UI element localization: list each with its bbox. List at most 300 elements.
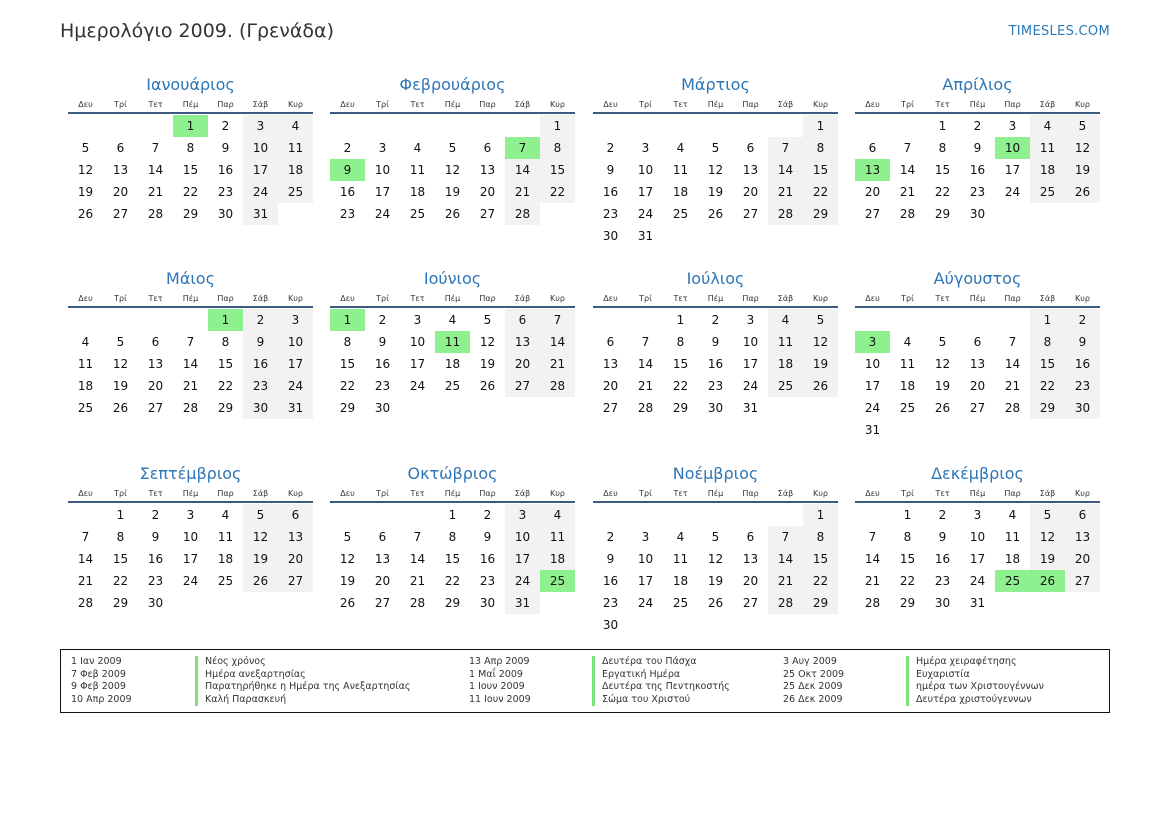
weekday-label: Τρί [901, 100, 914, 109]
weekday-label: Σάβ [514, 100, 531, 109]
legend-entry [783, 656, 1017, 669]
weekday-label: Κυρ [1075, 489, 1090, 498]
weekday-label: Τρί [114, 100, 127, 109]
legend-entry [71, 668, 306, 682]
empty-cell [593, 115, 628, 137]
holiday-day-cell: 7 [505, 137, 540, 159]
day-cell: 14 [505, 159, 540, 181]
day-cell: 26 [1065, 181, 1100, 203]
weekday-label: Πέμ [182, 294, 199, 303]
weekday-label: Τετ [410, 489, 425, 498]
day-cell: 3 [186, 508, 195, 522]
day-cell: 25 [1030, 181, 1065, 203]
legend-entry [469, 668, 681, 682]
holiday-day-cell: 13 [855, 159, 890, 181]
month-name: Νοέμβριος [672, 464, 759, 483]
weekday-label: Πέμ [969, 294, 986, 303]
day-cell: 24 [637, 207, 654, 221]
weekday-header [330, 294, 575, 308]
empty-cell [365, 115, 400, 137]
empty-cell [890, 115, 925, 137]
day-cell: 28 [182, 401, 199, 415]
day-cell: 27 [278, 570, 313, 592]
day-grid [593, 115, 838, 247]
weekday-label: Κυρ [288, 294, 303, 303]
day-cell: 20 [742, 185, 759, 199]
day-cell: 25 [77, 401, 94, 415]
day-cell: 2 [606, 141, 615, 155]
day-cell: 15 [540, 159, 575, 181]
empty-cell [330, 115, 365, 137]
day-cell: 29 [444, 596, 461, 610]
weekday-header [855, 489, 1100, 503]
day-cell: 18 [1030, 159, 1065, 181]
holiday-day-cell: 25 [540, 570, 575, 592]
weekday-header [330, 100, 575, 114]
month-name: Ιανουάριος [146, 75, 235, 94]
day-cell: 24 [505, 570, 540, 592]
day-cell: 3 [378, 141, 387, 155]
day-cell: 28 [1004, 401, 1021, 415]
day-cell: 10 [278, 331, 313, 353]
month-name: Δεκέμβριος [931, 464, 1024, 483]
day-cell: 14 [864, 552, 881, 566]
weekday-label: Παρ [479, 489, 496, 498]
day-cell: 27 [969, 401, 986, 415]
weekday-label: Σάβ [1039, 100, 1056, 109]
empty-cell [663, 115, 698, 137]
legend-date: 13 Απρ 2009 [469, 656, 530, 667]
weekday-label: Δευ [340, 100, 355, 109]
weekday-header [68, 294, 313, 308]
holiday-day-cell: 26 [1030, 570, 1065, 592]
empty-cell [138, 115, 173, 137]
weekday-label: Τρί [114, 294, 127, 303]
weekday-header [330, 489, 575, 503]
day-cell: 4 [221, 508, 230, 522]
day-cell: 11 [899, 357, 916, 371]
day-grid [855, 504, 1100, 614]
day-cell: 5 [803, 309, 838, 331]
day-cell: 9 [221, 141, 230, 155]
day-cell: 12 [479, 335, 496, 349]
day-cell: 22 [182, 185, 199, 199]
day-cell: 10 [864, 357, 881, 371]
day-cell: 13 [278, 526, 313, 548]
day-cell: 28 [147, 207, 164, 221]
empty-cell [470, 115, 505, 137]
day-cell: 15 [339, 357, 356, 371]
day-cell: 15 [672, 357, 689, 371]
weekday-label: Δευ [603, 294, 618, 303]
day-cell: 28 [899, 207, 916, 221]
legend-holiday-name: Ημέρα χειραφέτησης [906, 656, 1017, 669]
legend-date: 26 Δεκ 2009 [783, 693, 843, 705]
day-cell: 2 [343, 141, 352, 155]
weekday-label: Κυρ [288, 489, 303, 498]
day-cell: 9 [243, 331, 278, 353]
day-cell: 30 [602, 229, 619, 243]
empty-cell [925, 309, 960, 331]
day-cell: 22 [803, 570, 838, 592]
empty-cell [365, 504, 400, 526]
day-cell: 8 [116, 530, 125, 544]
day-cell: 15 [934, 163, 951, 177]
day-cell: 19 [1065, 159, 1100, 181]
day-cell: 21 [540, 353, 575, 375]
day-cell: 6 [483, 141, 492, 155]
day-cell: 7 [186, 335, 195, 349]
day-cell: 25 [217, 574, 234, 588]
day-cell: 17 [505, 548, 540, 570]
month-10 [330, 464, 575, 614]
holiday-day-cell: 25 [995, 570, 1030, 592]
day-cell: 5 [711, 530, 720, 544]
weekday-label: Τρί [639, 294, 652, 303]
weekday-label: Τετ [673, 294, 688, 303]
weekday-label: Τετ [410, 294, 425, 303]
day-cell: 11 [217, 530, 234, 544]
day-cell: 9 [378, 335, 387, 349]
legend-holiday-name: Εργατική Ημέρα [592, 669, 680, 682]
day-cell: 24 [742, 379, 759, 393]
day-cell: 26 [803, 375, 838, 397]
day-cell: 31 [864, 423, 881, 437]
day-cell: 2 [938, 508, 947, 522]
weekday-label: Τρί [639, 489, 652, 498]
day-cell: 25 [768, 375, 803, 397]
legend-date: 9 Φεβ 2009 [71, 681, 126, 692]
month-name: Μάιος [166, 269, 215, 288]
day-cell: 4 [1008, 508, 1017, 522]
empty-cell [855, 504, 890, 526]
day-grid [855, 309, 1100, 441]
day-cell: 2 [1065, 309, 1100, 331]
weekday-label: Κυρ [550, 294, 565, 303]
day-cell: 20 [742, 574, 759, 588]
weekday-label: Σάβ [777, 294, 794, 303]
day-cell: 27 [602, 401, 619, 415]
day-cell: 10 [637, 552, 654, 566]
day-cell: 31 [278, 397, 313, 419]
day-cell: 21 [505, 181, 540, 203]
day-cell: 26 [444, 207, 461, 221]
empty-cell [663, 504, 698, 526]
weekday-label: Δευ [340, 489, 355, 498]
weekday-label: Παρ [742, 294, 759, 303]
weekday-label: Πέμ [444, 489, 461, 498]
day-cell: 8 [803, 526, 838, 548]
weekday-label: Πέμ [969, 100, 986, 109]
day-cell: 12 [77, 163, 94, 177]
site-link[interactable]: TIMESLES.COM [1008, 24, 1110, 39]
weekday-label: Παρ [1004, 294, 1021, 303]
legend-holiday-name: Νέος χρόνος [195, 656, 266, 669]
day-cell: 31 [742, 401, 759, 415]
day-cell: 23 [602, 207, 619, 221]
day-cell: 13 [742, 163, 759, 177]
holiday-day-cell: 1 [330, 309, 365, 331]
day-cell: 27 [742, 596, 759, 610]
day-cell: 10 [637, 163, 654, 177]
day-cell: 11 [1030, 137, 1065, 159]
day-cell: 16 [479, 552, 496, 566]
day-cell: 1 [448, 508, 457, 522]
weekday-label: Σάβ [777, 489, 794, 498]
day-cell: 22 [934, 185, 951, 199]
day-cell: 23 [147, 574, 164, 588]
day-cell: 13 [969, 357, 986, 371]
day-cell: 24 [969, 574, 986, 588]
day-cell: 20 [1065, 548, 1100, 570]
day-cell: 2 [151, 508, 160, 522]
day-cell: 17 [864, 379, 881, 393]
empty-cell [768, 115, 803, 137]
weekday-label: Δευ [603, 489, 618, 498]
month-1 [68, 75, 313, 225]
day-cell: 5 [343, 530, 352, 544]
weekday-label: Δευ [603, 100, 618, 109]
month-name: Ιούλιος [686, 269, 745, 288]
day-cell: 16 [602, 185, 619, 199]
day-cell: 14 [77, 552, 94, 566]
day-cell: 29 [899, 596, 916, 610]
day-cell: 11 [672, 552, 689, 566]
day-cell: 18 [278, 159, 313, 181]
day-cell: 5 [1030, 504, 1065, 526]
weekday-label: Πέμ [707, 294, 724, 303]
weekday-label: Κυρ [550, 489, 565, 498]
day-cell: 20 [147, 379, 164, 393]
empty-cell [855, 309, 890, 331]
day-cell: 29 [672, 401, 689, 415]
day-cell: 13 [112, 163, 129, 177]
day-cell: 16 [707, 357, 724, 371]
day-cell: 16 [339, 185, 356, 199]
empty-cell [68, 309, 103, 331]
day-cell: 12 [1065, 137, 1100, 159]
day-cell: 26 [243, 570, 278, 592]
day-cell: 31 [637, 229, 654, 243]
day-cell: 21 [768, 181, 803, 203]
day-cell: 20 [864, 185, 881, 199]
day-cell: 17 [278, 353, 313, 375]
day-cell: 14 [540, 331, 575, 353]
day-cell: 1 [540, 115, 575, 137]
weekday-label: Τρί [376, 100, 389, 109]
empty-cell [855, 115, 890, 137]
day-cell: 29 [803, 203, 838, 225]
legend-holiday-name: ημέρα των Χριστουγέννων [906, 681, 1044, 694]
day-cell: 21 [1004, 379, 1021, 393]
weekday-label: Τετ [148, 100, 163, 109]
empty-cell [68, 504, 103, 526]
day-cell: 15 [217, 357, 234, 371]
weekday-label: Τετ [935, 100, 950, 109]
empty-cell [330, 504, 365, 526]
day-cell: 9 [151, 530, 160, 544]
day-cell: 7 [540, 309, 575, 331]
weekday-label: Παρ [217, 100, 234, 109]
empty-cell [698, 504, 733, 526]
day-cell: 19 [243, 548, 278, 570]
day-cell: 14 [899, 163, 916, 177]
weekday-header [68, 100, 313, 114]
weekday-label: Πέμ [707, 489, 724, 498]
day-cell: 8 [676, 335, 685, 349]
weekday-label: Τρί [114, 489, 127, 498]
day-cell: 19 [444, 185, 461, 199]
weekday-label: Τρί [376, 294, 389, 303]
day-cell: 6 [378, 530, 387, 544]
day-cell: 20 [278, 548, 313, 570]
day-cell: 20 [505, 353, 540, 375]
day-cell: 9 [606, 552, 615, 566]
day-cell: 12 [112, 357, 129, 371]
day-cell: 1 [676, 313, 685, 327]
day-cell: 17 [742, 357, 759, 371]
day-cell: 30 [602, 618, 619, 632]
day-cell: 6 [278, 504, 313, 526]
day-cell: 12 [803, 331, 838, 353]
day-cell: 21 [77, 574, 94, 588]
weekday-header [855, 100, 1100, 114]
day-cell: 12 [707, 163, 724, 177]
day-cell: 13 [742, 552, 759, 566]
weekday-label: Δευ [78, 100, 93, 109]
weekday-label: Τρί [376, 489, 389, 498]
day-cell: 19 [479, 357, 496, 371]
weekday-label: Τετ [148, 489, 163, 498]
day-cell: 23 [243, 375, 278, 397]
day-cell: 16 [147, 552, 164, 566]
day-grid [68, 309, 313, 419]
day-cell: 20 [112, 185, 129, 199]
weekday-label: Τετ [935, 489, 950, 498]
day-cell: 26 [112, 401, 129, 415]
day-cell: 13 [602, 357, 619, 371]
weekday-header [855, 294, 1100, 308]
day-cell: 7 [641, 335, 650, 349]
legend-holiday-name: Ημέρα ανεξαρτησίας [195, 669, 306, 682]
day-cell: 10 [969, 530, 986, 544]
day-cell: 24 [278, 375, 313, 397]
day-cell: 26 [479, 379, 496, 393]
day-cell: 6 [116, 141, 125, 155]
day-cell: 29 [182, 207, 199, 221]
day-cell: 5 [711, 141, 720, 155]
day-cell: 6 [868, 141, 877, 155]
day-cell: 7 [768, 137, 803, 159]
day-cell: 11 [672, 163, 689, 177]
day-cell: 8 [540, 137, 575, 159]
day-cell: 12 [339, 552, 356, 566]
day-cell: 7 [413, 530, 422, 544]
holiday-day-cell: 10 [995, 137, 1030, 159]
day-cell: 21 [768, 570, 803, 592]
weekday-label: Παρ [217, 294, 234, 303]
day-cell: 30 [969, 207, 986, 221]
day-cell: 16 [374, 357, 391, 371]
day-cell: 4 [81, 335, 90, 349]
weekday-header [593, 294, 838, 308]
day-grid [68, 115, 313, 225]
day-cell: 2 [243, 309, 278, 331]
day-cell: 23 [707, 379, 724, 393]
day-cell: 14 [768, 159, 803, 181]
weekday-header [593, 100, 838, 114]
day-cell: 11 [540, 526, 575, 548]
day-cell: 28 [409, 596, 426, 610]
day-cell: 26 [339, 596, 356, 610]
day-cell: 30 [934, 596, 951, 610]
day-cell: 27 [147, 401, 164, 415]
day-cell: 21 [182, 379, 199, 393]
day-cell: 12 [707, 552, 724, 566]
day-cell: 14 [637, 357, 654, 371]
empty-cell [593, 504, 628, 526]
day-cell: 30 [1065, 397, 1100, 419]
day-cell: 13 [505, 331, 540, 353]
day-cell: 20 [969, 379, 986, 393]
legend-entry [71, 681, 411, 694]
day-cell: 20 [602, 379, 619, 393]
day-cell: 3 [1008, 119, 1017, 133]
weekday-label: Τετ [148, 294, 163, 303]
day-cell: 4 [540, 504, 575, 526]
day-cell: 27 [374, 596, 391, 610]
month-6 [330, 269, 575, 419]
day-cell: 8 [1030, 331, 1065, 353]
day-cell: 4 [413, 141, 422, 155]
day-cell: 17 [637, 185, 654, 199]
month-4 [855, 75, 1100, 225]
day-cell: 24 [374, 207, 391, 221]
day-cell: 10 [182, 530, 199, 544]
weekday-label: Κυρ [813, 294, 828, 303]
day-cell: 18 [899, 379, 916, 393]
day-cell: 14 [1004, 357, 1021, 371]
month-8 [855, 269, 1100, 441]
legend-holiday-name: Δευτέρα της Πεντηκοστής [592, 681, 730, 694]
weekday-label: Πέμ [969, 489, 986, 498]
empty-cell [505, 115, 540, 137]
weekday-label: Δευ [340, 294, 355, 303]
weekday-label: Δευ [865, 100, 880, 109]
weekday-label: Κυρ [288, 100, 303, 109]
day-cell: 31 [969, 596, 986, 610]
day-cell: 20 [479, 185, 496, 199]
month-name: Απρίλιος [942, 75, 1013, 94]
weekday-label: Τετ [935, 294, 950, 303]
empty-cell [173, 309, 208, 331]
day-cell: 28 [768, 203, 803, 225]
day-cell: 20 [374, 574, 391, 588]
day-cell: 11 [768, 331, 803, 353]
day-cell: 1 [116, 508, 125, 522]
day-cell: 24 [409, 379, 426, 393]
day-cell: 13 [147, 357, 164, 371]
day-cell: 1 [803, 504, 838, 526]
day-cell: 16 [217, 163, 234, 177]
legend-entry [71, 656, 266, 669]
empty-cell [995, 309, 1030, 331]
weekday-label: Σάβ [252, 100, 269, 109]
day-cell: 17 [182, 552, 199, 566]
empty-cell [68, 115, 103, 137]
legend-entry [469, 656, 697, 669]
legend-entry [469, 681, 730, 694]
